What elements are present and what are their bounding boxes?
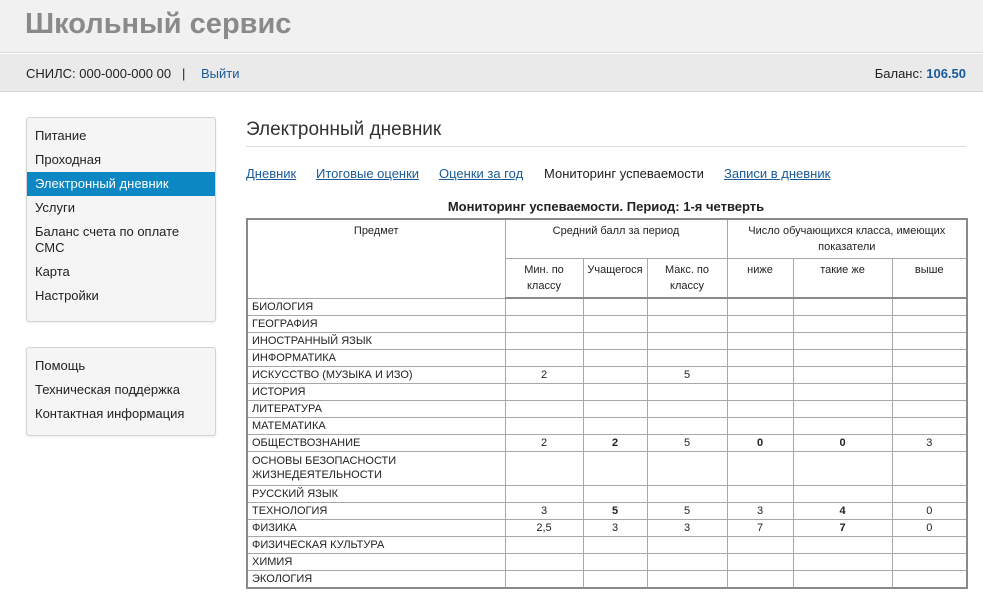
student-cell bbox=[583, 298, 647, 315]
table-row bbox=[247, 366, 967, 383]
max-cell: 5 bbox=[647, 434, 727, 451]
table-row bbox=[247, 553, 967, 570]
higher-cell bbox=[892, 349, 967, 366]
sidebar-item-sms-balance[interactable]: Баланс счета по оплате СМС bbox=[35, 224, 180, 255]
lower-cell: 3 bbox=[727, 502, 793, 519]
higher-cell bbox=[892, 451, 967, 485]
same-cell bbox=[793, 451, 892, 485]
subject-cell: ИСТОРИЯ bbox=[247, 383, 505, 400]
lower-cell bbox=[727, 349, 793, 366]
higher-cell: 0 bbox=[892, 519, 967, 536]
balance-value: 106.50 bbox=[926, 66, 966, 81]
student-cell: 2 bbox=[583, 434, 647, 451]
min-cell bbox=[505, 349, 583, 366]
subject-cell: ФИЗИКА bbox=[247, 519, 505, 536]
same-cell bbox=[793, 366, 892, 383]
table-row bbox=[247, 434, 967, 451]
header-max-class: Макс. по классу bbox=[647, 259, 727, 299]
lower-cell bbox=[727, 383, 793, 400]
lower-cell bbox=[727, 417, 793, 434]
subject-cell: ИНФОРМАТИКА bbox=[247, 349, 505, 366]
lower-cell bbox=[727, 298, 793, 315]
min-cell bbox=[505, 417, 583, 434]
header-same: такие же bbox=[793, 259, 892, 299]
same-cell bbox=[793, 417, 892, 434]
sidebar-help-menu bbox=[26, 347, 216, 436]
same-cell bbox=[793, 298, 892, 315]
student-cell bbox=[583, 451, 647, 485]
sidebar-item-food[interactable]: Питание bbox=[35, 128, 87, 143]
header-higher: выше bbox=[892, 259, 967, 299]
lower-cell bbox=[727, 315, 793, 332]
header-student: Учащегося bbox=[583, 259, 647, 299]
subject-cell: ОБЩЕСТВОЗНАНИЕ bbox=[247, 434, 505, 451]
student-cell bbox=[583, 332, 647, 349]
subject-cell: ФИЗИЧЕСКАЯ КУЛЬТУРА bbox=[247, 536, 505, 553]
max-cell bbox=[647, 570, 727, 588]
subject-cell: ХИМИЯ bbox=[247, 553, 505, 570]
min-cell: 2 bbox=[505, 366, 583, 383]
lower-cell bbox=[727, 332, 793, 349]
same-cell bbox=[793, 400, 892, 417]
lower-cell: 7 bbox=[727, 519, 793, 536]
min-cell bbox=[505, 570, 583, 588]
subject-cell: МАТЕМАТИКА bbox=[247, 417, 505, 434]
sidebar-main-menu bbox=[26, 117, 216, 322]
sidebar-item-electronic-diary[interactable]: Электронный дневник bbox=[27, 172, 215, 196]
higher-cell bbox=[892, 536, 967, 553]
subject-cell: ОСНОВЫ БЕЗОПАСНОСТИ ЖИЗНЕДЕЯТЕЛЬНОСТИ bbox=[247, 451, 505, 485]
table-row bbox=[247, 383, 967, 400]
student-cell bbox=[583, 366, 647, 383]
student-cell: 5 bbox=[583, 502, 647, 519]
subject-cell: ИНОСТРАННЫЙ ЯЗЫК bbox=[247, 332, 505, 349]
tab-year-grades[interactable]: Оценки за год bbox=[439, 166, 524, 181]
min-cell bbox=[505, 536, 583, 553]
max-cell: 3 bbox=[647, 519, 727, 536]
student-cell bbox=[583, 417, 647, 434]
lower-cell bbox=[727, 536, 793, 553]
lower-cell bbox=[727, 366, 793, 383]
sidebar-item-card[interactable]: Карта bbox=[35, 264, 70, 279]
higher-cell bbox=[892, 315, 967, 332]
table-row bbox=[247, 502, 967, 519]
site-header bbox=[0, 0, 983, 53]
higher-cell bbox=[892, 332, 967, 349]
min-cell: 3 bbox=[505, 502, 583, 519]
table-row bbox=[247, 332, 967, 349]
same-cell: 4 bbox=[793, 502, 892, 519]
table-row bbox=[247, 570, 967, 588]
max-cell bbox=[647, 383, 727, 400]
tab-diary[interactable]: Дневник bbox=[246, 166, 297, 181]
min-cell bbox=[505, 315, 583, 332]
higher-cell bbox=[892, 485, 967, 502]
same-cell bbox=[793, 332, 892, 349]
report-title: Мониторинг успеваемости. Период: 1-я четверть bbox=[447, 199, 765, 214]
subject-cell: ИСКУССТВО (МУЗЫКА И ИЗО) bbox=[247, 366, 505, 383]
sidebar-item-settings[interactable]: Настройки bbox=[35, 288, 99, 303]
separator: | bbox=[182, 66, 186, 81]
lower-cell bbox=[727, 400, 793, 417]
higher-cell bbox=[892, 570, 967, 588]
lower-cell bbox=[727, 485, 793, 502]
table-row bbox=[247, 349, 967, 366]
student-cell bbox=[583, 536, 647, 553]
max-cell bbox=[647, 400, 727, 417]
min-cell: 2,5 bbox=[505, 519, 583, 536]
min-cell bbox=[505, 400, 583, 417]
min-cell bbox=[505, 332, 583, 349]
header-subject: Предмет bbox=[247, 219, 505, 298]
min-cell bbox=[505, 485, 583, 502]
min-cell: 2 bbox=[505, 434, 583, 451]
subject-cell: РУССКИЙ ЯЗЫК bbox=[247, 485, 505, 502]
max-cell bbox=[647, 332, 727, 349]
student-cell bbox=[583, 553, 647, 570]
site-title: Школьный сервис bbox=[25, 8, 292, 40]
same-cell bbox=[793, 315, 892, 332]
same-cell: 7 bbox=[793, 519, 892, 536]
lower-cell bbox=[727, 451, 793, 485]
min-cell bbox=[505, 553, 583, 570]
max-cell: 5 bbox=[647, 366, 727, 383]
sidebar-item-contacts[interactable]: Контактная информация bbox=[35, 406, 185, 421]
subject-cell: ЭКОЛОГИЯ bbox=[247, 570, 505, 588]
sidebar-item-tech-support[interactable]: Техническая поддержка bbox=[35, 382, 180, 397]
higher-cell: 0 bbox=[892, 502, 967, 519]
lower-cell bbox=[727, 553, 793, 570]
student-cell bbox=[583, 383, 647, 400]
student-cell bbox=[583, 315, 647, 332]
table-row bbox=[247, 536, 967, 553]
student-cell bbox=[583, 485, 647, 502]
min-cell bbox=[505, 383, 583, 400]
lower-cell: 0 bbox=[727, 434, 793, 451]
performance-table bbox=[246, 218, 968, 589]
max-cell bbox=[647, 349, 727, 366]
tab-diary-entries[interactable]: Записи в дневник bbox=[724, 166, 831, 181]
header-count-group: Число обучающихся класса, имеющих показатели bbox=[727, 219, 967, 259]
max-cell bbox=[647, 451, 727, 485]
sidebar-item-services[interactable]: Услуги bbox=[35, 200, 75, 215]
max-cell: 5 bbox=[647, 502, 727, 519]
student-cell bbox=[583, 570, 647, 588]
sidebar-item-entrance[interactable]: Проходная bbox=[35, 152, 101, 167]
table-row bbox=[247, 298, 967, 315]
lower-cell bbox=[727, 570, 793, 588]
student-cell bbox=[583, 400, 647, 417]
same-cell bbox=[793, 485, 892, 502]
higher-cell bbox=[892, 366, 967, 383]
page-title: Электронный дневник bbox=[246, 119, 442, 140]
higher-cell: 3 bbox=[892, 434, 967, 451]
logout-link[interactable]: Выйти bbox=[201, 66, 240, 81]
balance-label: Баланс: bbox=[874, 66, 923, 81]
min-cell bbox=[505, 451, 583, 485]
tab-performance-monitoring: Мониторинг успеваемости bbox=[544, 166, 704, 181]
table-row bbox=[247, 400, 967, 417]
tab-final-grades[interactable]: Итоговые оценки bbox=[316, 166, 420, 181]
same-cell bbox=[793, 349, 892, 366]
student-cell bbox=[583, 349, 647, 366]
balance bbox=[875, 66, 966, 81]
max-cell bbox=[647, 553, 727, 570]
higher-cell bbox=[892, 298, 967, 315]
max-cell bbox=[647, 298, 727, 315]
table-row bbox=[247, 417, 967, 434]
same-cell bbox=[793, 570, 892, 588]
higher-cell bbox=[892, 553, 967, 570]
subject-cell: ТЕХНОЛОГИЯ bbox=[247, 502, 505, 519]
same-cell bbox=[793, 383, 892, 400]
sidebar-item-help[interactable]: Помощь bbox=[35, 358, 86, 373]
same-cell bbox=[793, 536, 892, 553]
header-avg-group: Средний балл за период bbox=[505, 219, 727, 259]
title-divider bbox=[246, 146, 966, 147]
max-cell bbox=[647, 315, 727, 332]
same-cell bbox=[793, 553, 892, 570]
higher-cell bbox=[892, 417, 967, 434]
min-cell bbox=[505, 298, 583, 315]
header-min-class: Мин. по классу bbox=[505, 259, 583, 299]
user-bar bbox=[0, 54, 983, 92]
max-cell bbox=[647, 536, 727, 553]
table-row bbox=[247, 315, 967, 332]
higher-cell bbox=[892, 383, 967, 400]
max-cell bbox=[647, 485, 727, 502]
subject-cell: БИОЛОГИЯ bbox=[247, 298, 505, 315]
higher-cell bbox=[892, 400, 967, 417]
subject-cell: ГЕОГРАФИЯ bbox=[247, 315, 505, 332]
subject-cell: ЛИТЕРАТУРА bbox=[247, 400, 505, 417]
snils-text: СНИЛС: 000-000-000 00 bbox=[26, 66, 172, 81]
table-row bbox=[247, 485, 967, 502]
table-row bbox=[247, 519, 967, 536]
table-row bbox=[247, 451, 967, 485]
max-cell bbox=[647, 417, 727, 434]
student-cell: 3 bbox=[583, 519, 647, 536]
header-lower: ниже bbox=[727, 259, 793, 299]
same-cell: 0 bbox=[793, 434, 892, 451]
